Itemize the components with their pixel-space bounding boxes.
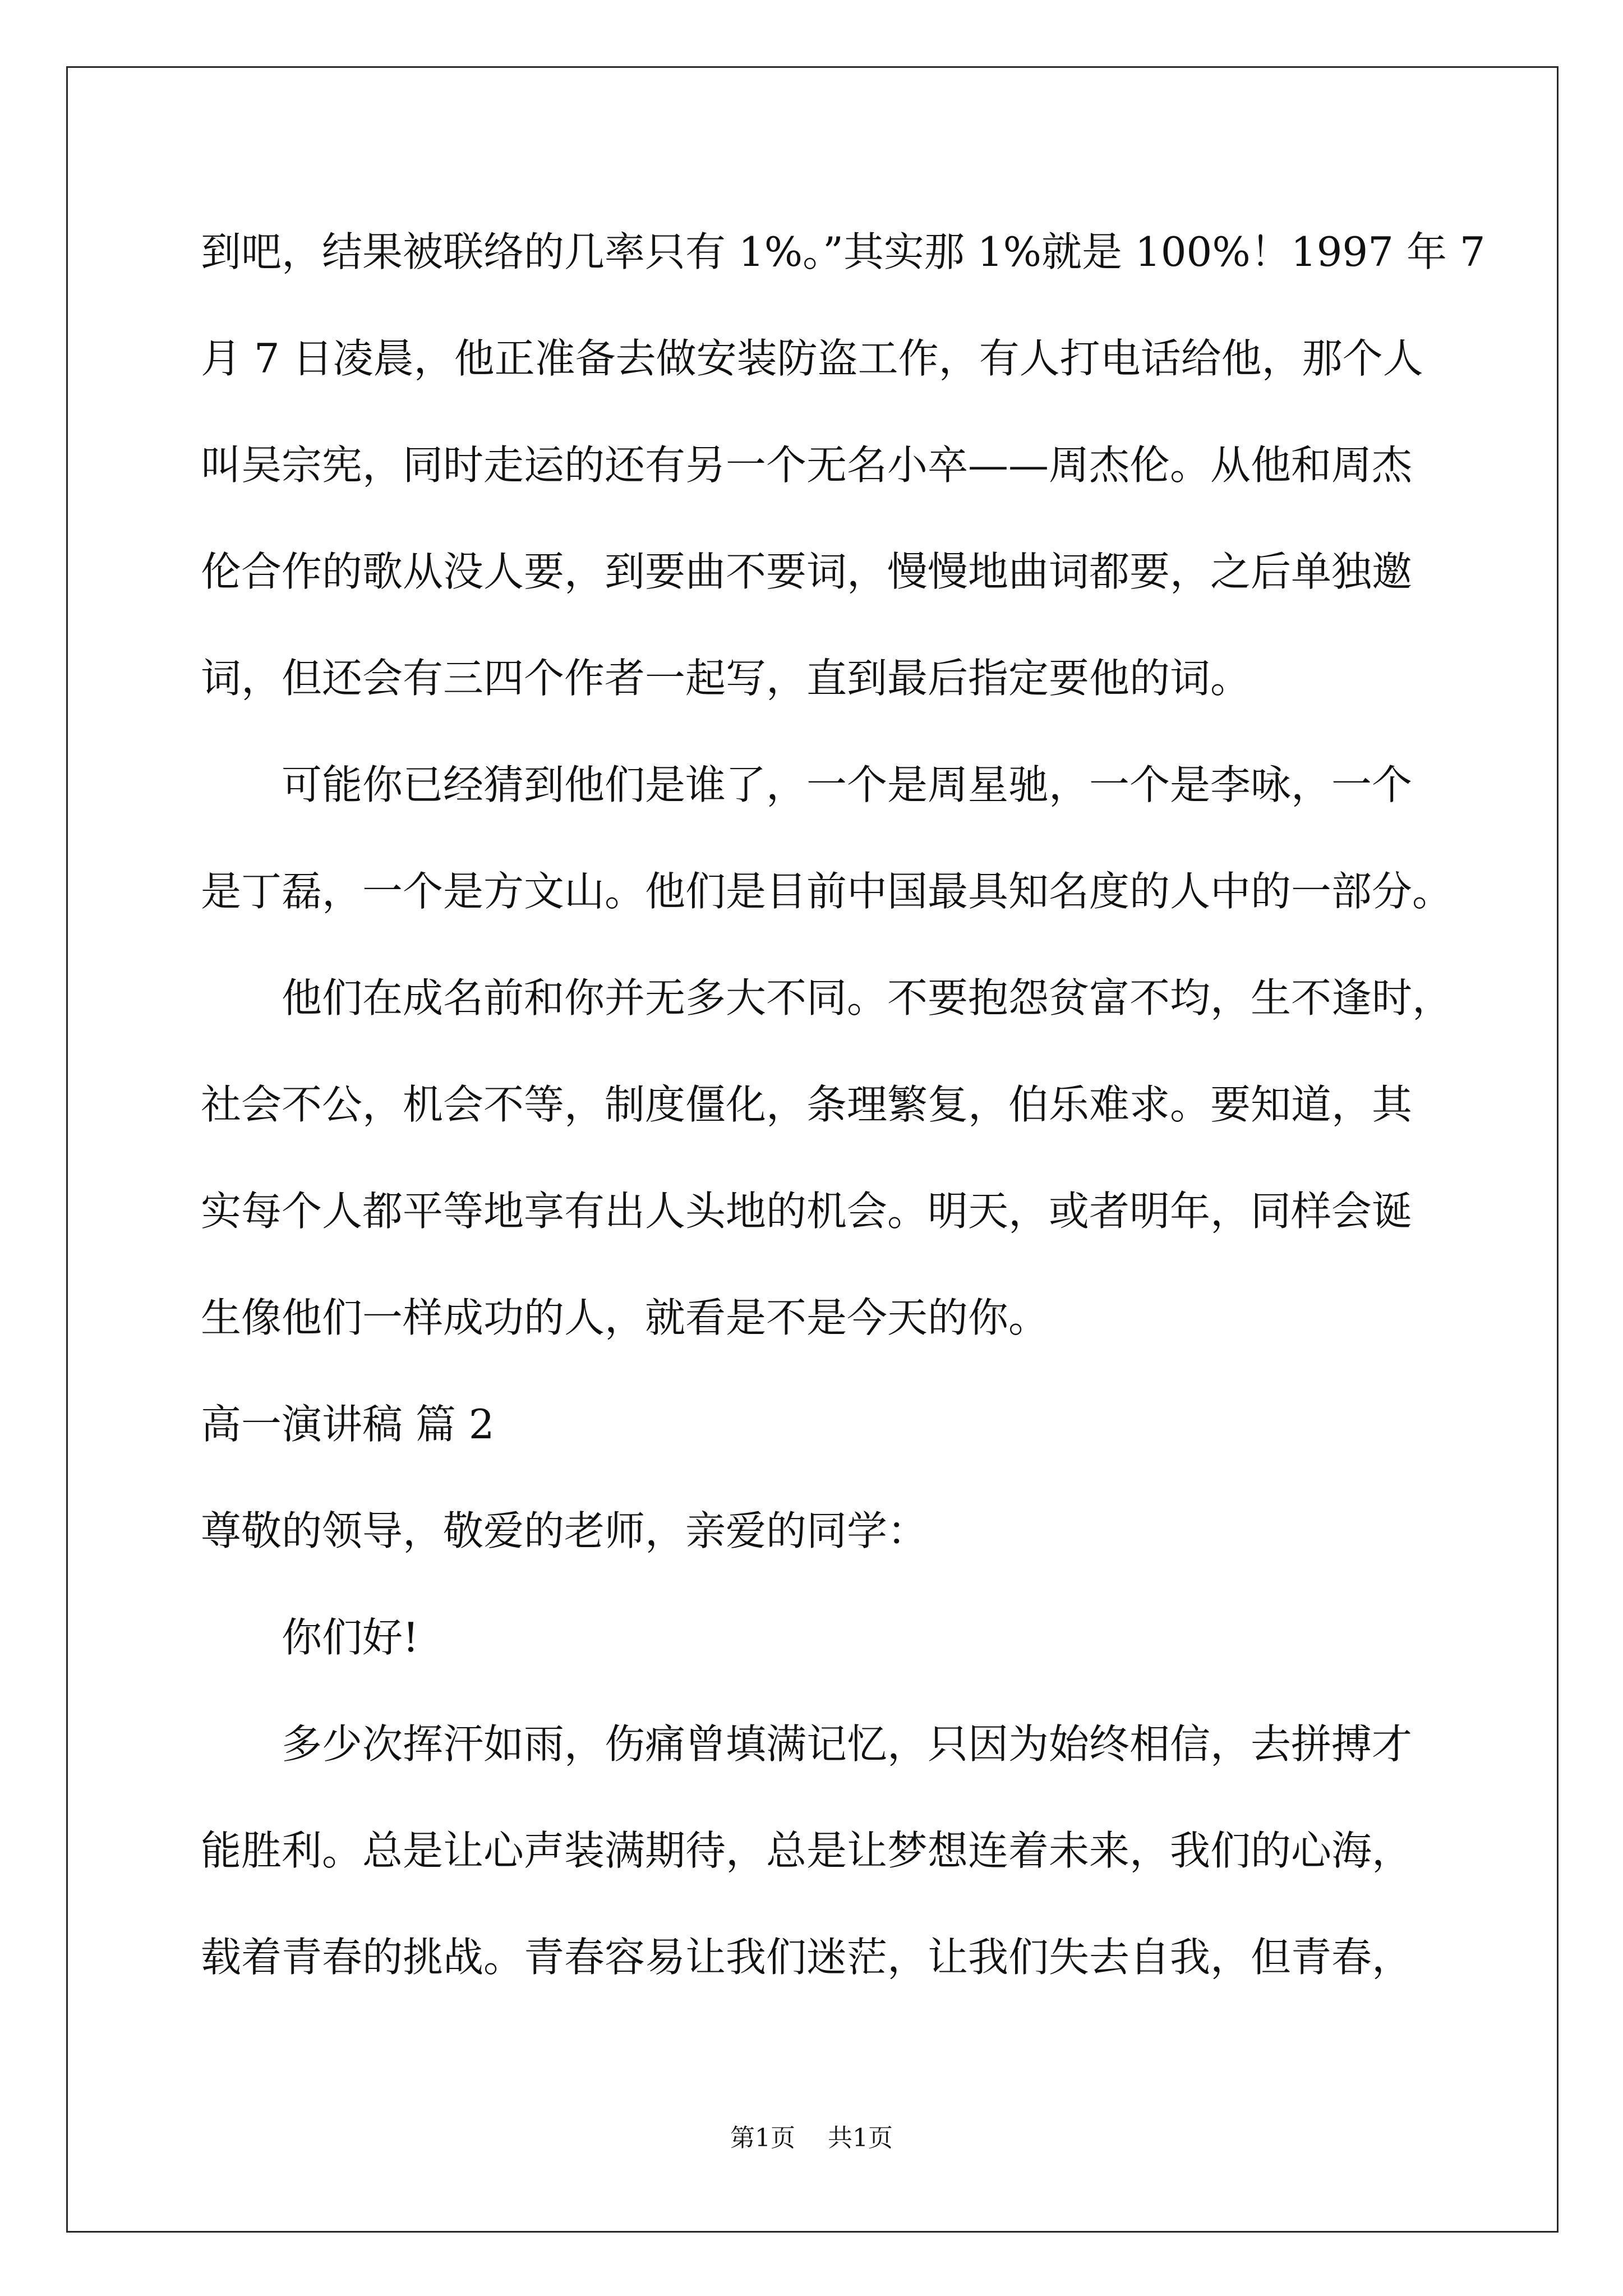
body-text-line: 月 7 日凌晨，他正准备去做安装防盗工作，有人打电话给他，那个人 <box>201 335 1423 382</box>
salutation: 尊敬的领导，敬爱的老师，亲爱的同学： <box>201 1507 928 1554</box>
paragraph <box>201 1691 1491 2010</box>
body-text-line: 伦合作的歌从没人要，到要曲不要词，慢慢地曲词都要，之后单独邀 <box>201 548 1413 595</box>
body-text-line: 多少次挥汗如雨，伤痛曾填满记忆，只因为始终相信，去拼搏才 <box>282 1720 1413 1768</box>
page-footer <box>0 2120 1623 2156</box>
document-body <box>201 199 1491 2010</box>
body-text-line: 生像他们一样成功的人，就看是不是今天的你。 <box>201 1294 1049 1341</box>
body-text-line: 到吧，结果被联络的几率只有 1%。”其实那 1%就是 100%！1997 年 7 <box>201 228 1486 275</box>
paragraph <box>201 945 1491 1371</box>
greeting: 你们好! <box>282 1614 419 1661</box>
body-text-line: 社会不公，机会不等，制度僵化，条理繁复，伯乐难求。要知道，其 <box>201 1081 1413 1128</box>
body-text-line: 能胜利。总是让心声装满期待，总是让梦想连着未来，我们的心海， <box>201 1827 1413 1874</box>
body-text-line: 载着青春的挑战。青春容易让我们迷茫，让我们失去自我，但青春， <box>201 1934 1413 1981</box>
section-heading: 高一演讲稿 篇 2 <box>201 1401 495 1448</box>
body-text-line: 可能你已经猜到他们是谁了，一个是周星驰，一个是李咏，一个 <box>282 761 1413 808</box>
body-text-line: 是丁磊，一个是方文山。他们是目前中国最具知名度的人中的一部分。 <box>201 868 1453 915</box>
current-page-number: 第1页 <box>730 2124 795 2152</box>
body-text-line: 叫吴宗宪，同时走运的还有另一个无名小卒——周杰伦。从他和周杰 <box>201 441 1413 489</box>
paragraph <box>201 199 1491 731</box>
total-page-count: 共1页 <box>828 2124 893 2152</box>
body-text-line: 实每个人都平等地享有出人头地的机会。明天，或者明年，同样会诞 <box>201 1188 1413 1235</box>
body-text-line: 他们在成名前和你并无多大不同。不要抱怨贫富不均，生不逢时， <box>282 974 1453 1022</box>
body-text-line: 词，但还会有三四个作者一起写，直到最后指定要他的词。 <box>201 655 1251 702</box>
paragraph <box>201 731 1491 945</box>
